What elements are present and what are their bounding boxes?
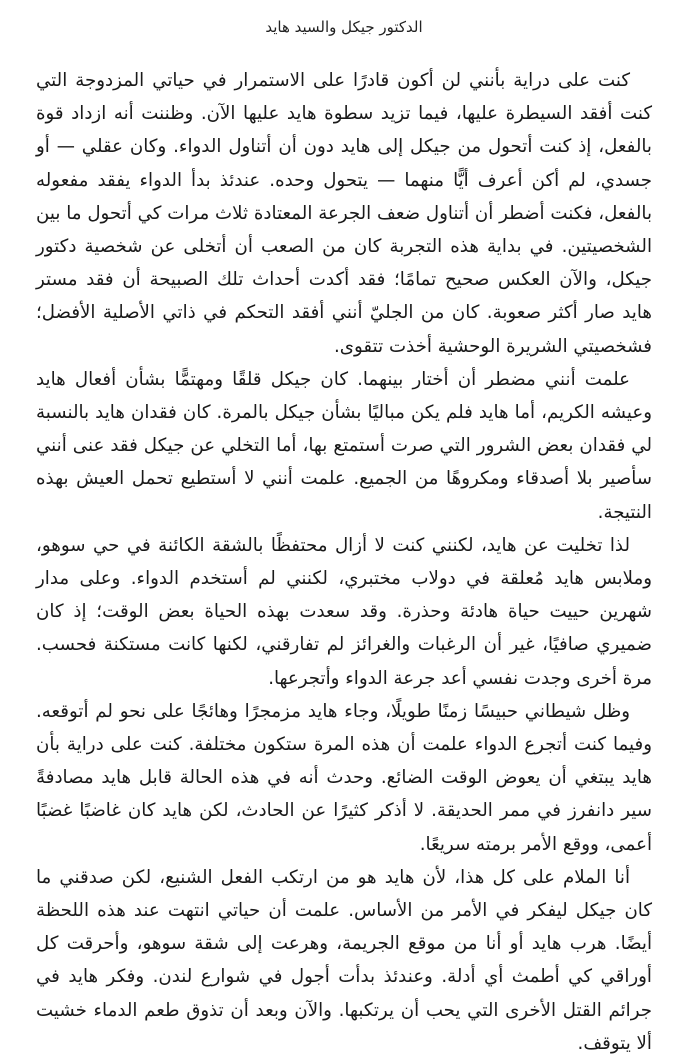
- paragraph: علمت أنني مضطر أن أختار بينهما. كان جيكل قلقًا ومهتمًّا بشأن أفعال هايد وعيشه الكريم، أما هايد فلم يكن مباليًا بشأن جيكل بالمرة. كان فقدان هايد بالنسبة لي فقدان بعض الشرور التي صرت أستمتع بها، أما التخلي عن جيكل فقد عنى أنني سأصير بلا أصدقاء ومكروهًا من الجميع. علمت أنني لا أستطيع تحمل العيش بهذه النتيجة.: [36, 368, 652, 523]
- paragraph: كنت على دراية بأنني لن أكون قادرًا على الاستمرار في حياتي المزدوجة التي كنت أفقد السيطرة عليها، فيما تزيد سطوة هايد عليها الآن. وظننت أنه ازداد قوة بالفعل، إذ كنت أتحول من جيكل إلى هايد دون أن أتناول الدواء. وكان عقلي — أو جسدي، لم أكن أعرف أيًّا منهما — يتحول وحده. عندئذ بدأ الدواء يفقد مفعوله بالفعل، فكنت أضطر أن أتناول ضعف الجرعة المعتادة ثلاث مرات كي أتحول ما بين الشخصيتين. في بداية هذه التجربة كان من الصعب أن أتخلى عن شخصية دكتور جيكل، والآن العكس صحيح تمامًا؛ فقد أكدت أحداث تلك الصبيحة أن فقد مستر هايد صار أكثر صعوبة. كان من الجليّ أنني أفقد التحكم في ذاتي الأصلية الأفضل؛ فشخصيتي الشريرة الوحشية أخذت تتقوى.: [36, 70, 652, 357]
- paragraph: أنا الملام على كل هذا، لأن هايد هو من ارتكب الفعل الشنيع، لكن صدقني ما كان جيكل ليفكر في الأمر من الأساس. علمت أن حياتي انتهت عند هذه اللحظة أيضًا. هرب هايد أو أنا من موقع الجريمة، وهرعت إلى شقة سوهو، وأحرقت كل أوراقي كي أطمث أي أدلة. وعندئذ بدأت أجول في شوارع لندن. وفكر هايد في جرائم القتل الأخرى التي يحب أن يرتكبها. والآن وبعد أن تذوق طعم الدماء خشيت ألا يتوقف.: [36, 866, 652, 1054]
- running-title: الدكتور جيكل والسيد هايد: [265, 18, 423, 36]
- body-text: [36, 64, 652, 1060]
- paragraph: وظل شيطاني حبيسًا زمنًا طويلًا، وجاء هايد مزمجرًا وهائجًا على نحو لم أتوقعه. وفيما كنت أتجرع الدواء علمت أن هذه المرة ستكون مختلفة. كنت على دراية بأن هايد يبتغي أن يعوض الوقت الضائع. وحدث أنه في هذه الحالة قابل هايد مصادفةً سير دانفرز في ممر الحديقة. لا أذكر كثيرًا عن الحادث، لكن هايد كان غاضبًا غضبًا أعمى، ووقع الأمر برمته سريعًا.: [36, 700, 652, 855]
- paragraph: لذا تخليت عن هايد، لكنني كنت لا أزال محتفظًا بالشقة الكائنة في حي سوهو، وملابس هايد مُعلقة في دولاب مختبري، لكنني لم أستخدم الدواء. وعلى مدار شهرين حييت حياة هادئة وحذرة. وقد سعدت بهذه الحياة بعض الوقت؛ إذ كان ضميري صافيًا، غير أن الرغبات والغرائز لم تفارقني، لكنها كانت مستكنة فحسب. مرة أخرى وجدت نفسي أعد جرعة الدواء وأتجرعها.: [36, 534, 652, 689]
